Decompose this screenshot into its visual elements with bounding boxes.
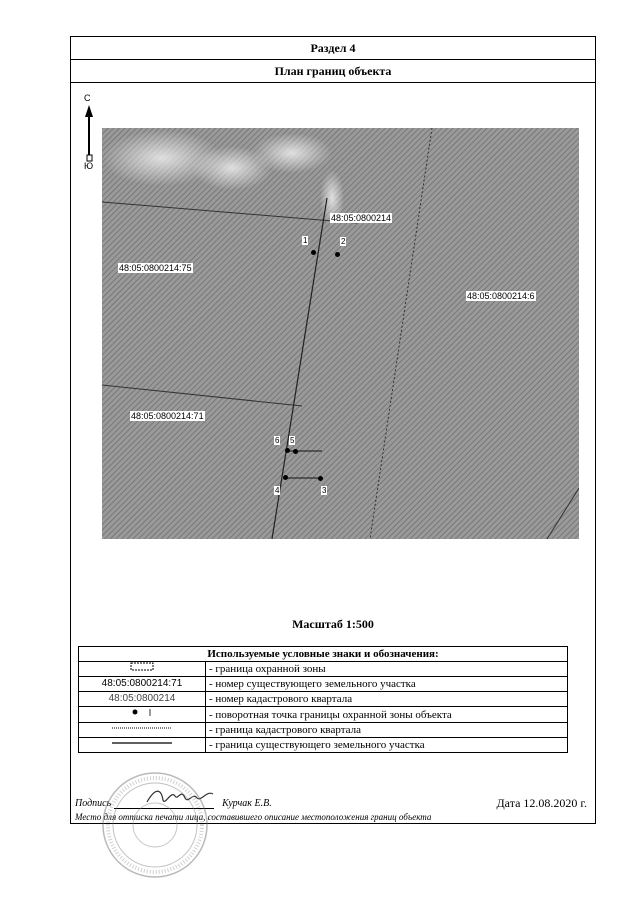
turning-point-6 — [285, 448, 290, 453]
legend-row — [79, 677, 568, 692]
point-label-1: 1 — [303, 236, 308, 245]
map-scale: Масштаб 1:500 — [292, 617, 374, 631]
signature-label: Подпись — [75, 798, 112, 809]
legend-text: - граница кадастрового квартала — [206, 723, 568, 738]
legend-row — [79, 723, 568, 738]
parcel-label-6: 48:05:0800214:6 — [467, 291, 535, 301]
legend-text: - граница охранной зоны — [206, 662, 568, 677]
legend-text: - номер существующего земельного участка — [206, 677, 568, 692]
point-label-5: 5 — [290, 436, 295, 445]
point-label-6: 6 — [275, 436, 280, 445]
section-header: Раздел 4 — [71, 37, 595, 60]
map-image — [102, 128, 579, 539]
legend-text: - поворотная точка границы охранной зоны объекта — [206, 707, 568, 723]
turning-point-3 — [318, 476, 323, 481]
legend-symbol-quarter: 48:05:0800214 — [79, 692, 206, 707]
legend-symbol-point — [79, 707, 206, 723]
solid-line-icon — [112, 739, 172, 747]
legend-text: - номер кадастрового квартала — [206, 692, 568, 707]
south-label: Ю — [84, 161, 94, 171]
legend-text: - граница существующего земельного участка — [206, 738, 568, 753]
north-label: С — [84, 93, 91, 103]
legend-row — [79, 738, 568, 753]
signer-name: Курчак Е.В. — [222, 798, 272, 809]
dotted-line-icon — [112, 724, 172, 732]
quarter-label: 48:05:0800214 — [331, 213, 392, 223]
legend-row — [79, 707, 568, 723]
stamp-seal — [100, 770, 210, 880]
point-label-2: 2 — [341, 237, 346, 246]
north-arrow — [79, 93, 99, 203]
legend-title: Используемые условные знаки и обозначения: — [79, 647, 568, 662]
legend-symbol-parcel-boundary — [79, 738, 206, 753]
point-label-4: 4 — [275, 486, 280, 495]
turning-point-icon — [127, 707, 157, 717]
parcel-label-71: 48:05:0800214:71 — [131, 411, 204, 421]
turning-point-1 — [311, 250, 316, 255]
cadastral-map — [102, 128, 579, 539]
zone-boundary-icon — [130, 662, 154, 671]
legend-table — [78, 646, 568, 753]
page-title: План границ объекта — [71, 60, 595, 83]
legend-symbol-quarter-boundary — [79, 723, 206, 738]
legend-symbol-zone — [79, 662, 206, 677]
legend-header-row — [79, 647, 568, 662]
document-date: Дата 12.08.2020 г. — [496, 796, 587, 810]
point-label-3: 3 — [322, 486, 327, 495]
legend-symbol-parcel: 48:05:0800214:71 — [79, 677, 206, 692]
document-frame — [70, 36, 596, 824]
turning-point-4 — [283, 475, 288, 480]
legend-row — [79, 662, 568, 677]
parcel-label-75: 48:05:0800214:75 — [119, 263, 192, 273]
legend-row — [79, 692, 568, 707]
turning-point-5 — [293, 449, 298, 454]
turning-point-2 — [335, 252, 340, 257]
stamp-place-caption: Место для оттиска печати лица, составившего описание местоположения границ объекта — [75, 812, 432, 822]
